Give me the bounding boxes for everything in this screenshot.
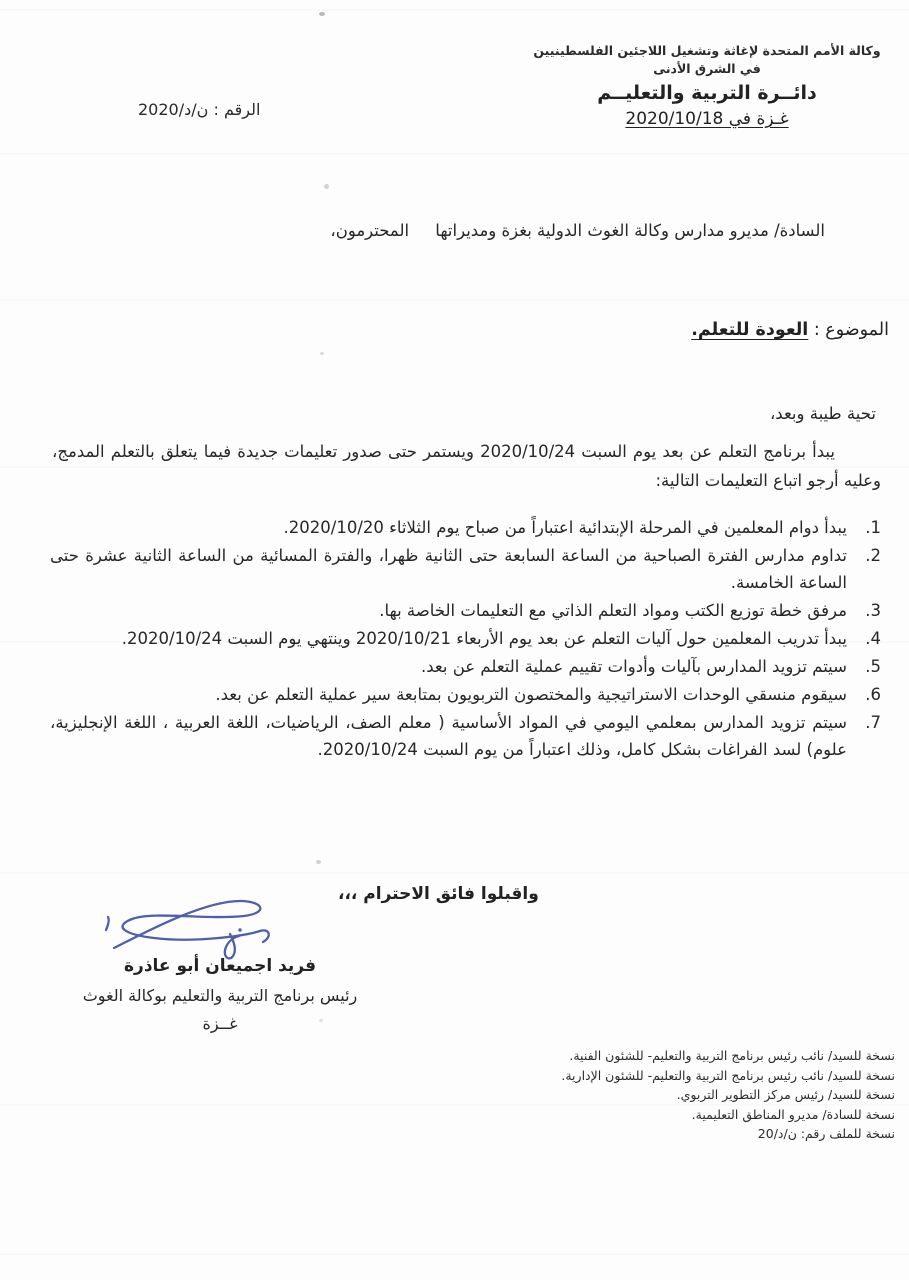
- list-item-number: 1.: [865, 518, 881, 537]
- signatory-title: رئيس برنامج التربية والتعليم بوكالة الغوث: [82, 986, 358, 1005]
- scan-streak: [0, 872, 909, 874]
- closing-salutation: واقبلوا فائق الاحترام ،،،: [338, 884, 539, 904]
- scan-speck: [324, 184, 329, 189]
- addressee-line: السادة/ مديرو مدارس وكالة الغوث الدولية بغزة ومديراتها المحترمون،: [330, 221, 825, 240]
- signatory-name: فريد اجميعان أبو عاذرة: [124, 956, 316, 976]
- scan-speck: [320, 352, 324, 355]
- greeting-line: تحية طيبة وبعد،: [769, 404, 876, 423]
- list-item-text: سيقوم منسقي الوحدات الاستراتيجية والمختصون التربويون بمتابعة سير عملية التعلم عن بعد.: [215, 685, 847, 704]
- cc-line: نسخة للسادة/ مديرو المناطق التعليمية.: [691, 1106, 895, 1122]
- signatory-city: غــزة: [202, 1014, 238, 1033]
- cc-line: نسخة للملف رقم: ن/د/20: [757, 1126, 895, 1141]
- list-item: [50, 597, 881, 624]
- list-item-number: 2.: [865, 546, 881, 565]
- list-item-number: 5.: [865, 657, 881, 676]
- subject-label: الموضوع :: [808, 320, 889, 340]
- department-name: دائــرة التربية والتعليــم: [597, 82, 817, 104]
- instructions-list: [50, 514, 881, 764]
- list-item: [50, 681, 881, 708]
- list-item-number: 3.: [865, 601, 881, 620]
- list-item-text: سيتم تزويد المدارس بآليات وأدوات تقييم عملية التعلم عن بعد.: [421, 657, 847, 676]
- cc-list: [561, 1046, 895, 1144]
- cc-line: نسخة للسيد/ نائب رئيس برنامج التربية والتعليم- للشئون الإدارية.: [561, 1067, 895, 1083]
- list-item-number: 7.: [865, 713, 881, 732]
- scan-speck: [316, 860, 321, 864]
- scan-streak: [0, 153, 909, 155]
- list-item: [50, 514, 881, 541]
- list-item-text: يبدأ تدريب المعلمين حول آليات التعلم عن بعد يوم الأربعاء 2020/10/21 وينتهي يوم السبت 2020/10/24.: [121, 629, 847, 648]
- scan-streak: [0, 9, 909, 11]
- list-item-number: 4.: [865, 629, 881, 648]
- cc-line: نسخة للسيد/ نائب رئيس برنامج التربية والتعليم- للشئون الفنية.: [569, 1048, 895, 1063]
- letterhead: [531, 42, 883, 131]
- list-item-number: 6.: [865, 685, 881, 704]
- list-item-text: تداوم مدارس الفترة الصباحية من الساعة السابعة حتى الثانية ظهرا، والفترة المسائية من الساعة الثانية عشرة حتى الساعة الخامسة.: [50, 546, 847, 592]
- intro-paragraph: يبدأ برنامج التعلم عن بعد يوم السبت 2020/10/24 ويستمر حتى صدور تعليمات جديدة فيما يتعلق بالتعلم المدمج، وعليه أرجو اتباع التعليمات التالية:: [52, 442, 881, 490]
- scan-streak: [0, 1253, 909, 1255]
- cc-line: نسخة للسيد/ رئيس مركز التطوير التربوي.: [676, 1087, 895, 1102]
- subject-line: [691, 320, 889, 340]
- list-item-text: سيتم تزويد المدارس بمعلمي اليومي في المواد الأساسية ( معلم الصف، الرياضيات، اللغة العربية ، اللغة الإنجليزية، علوم) لسد الفراغات بشكل كامل، وذلك اعتباراً من يوم السبت 2020/10/24.: [50, 713, 847, 759]
- list-item: [50, 653, 881, 680]
- list-item: [50, 542, 881, 596]
- list-item: [50, 625, 881, 652]
- reference-number: الرقم : ن/د/2020: [138, 100, 261, 119]
- place-and-date: غـزة في 2020/10/18: [625, 109, 789, 129]
- org-name-line2: في الشرق الأدنى: [653, 61, 761, 76]
- scan-streak: [0, 299, 909, 301]
- org-name-line1: وكالة الأمم المتحدة لإغاثة وتشغيل اللاجئين الفلسطينيين: [533, 43, 881, 58]
- list-item-text: مرفق خطة توزيع الكتب ومواد التعلم الذاتي مع التعليمات الخاصة بها.: [379, 601, 847, 620]
- subject-value: العودة للتعلم.: [691, 320, 809, 340]
- list-item-text: يبدأ دوام المعلمين في المرحلة الإبتدائية اعتباراً من صباح يوم الثلاثاء 2020/10/20.: [283, 518, 847, 537]
- list-item: [50, 709, 881, 763]
- scan-speck: [319, 12, 325, 16]
